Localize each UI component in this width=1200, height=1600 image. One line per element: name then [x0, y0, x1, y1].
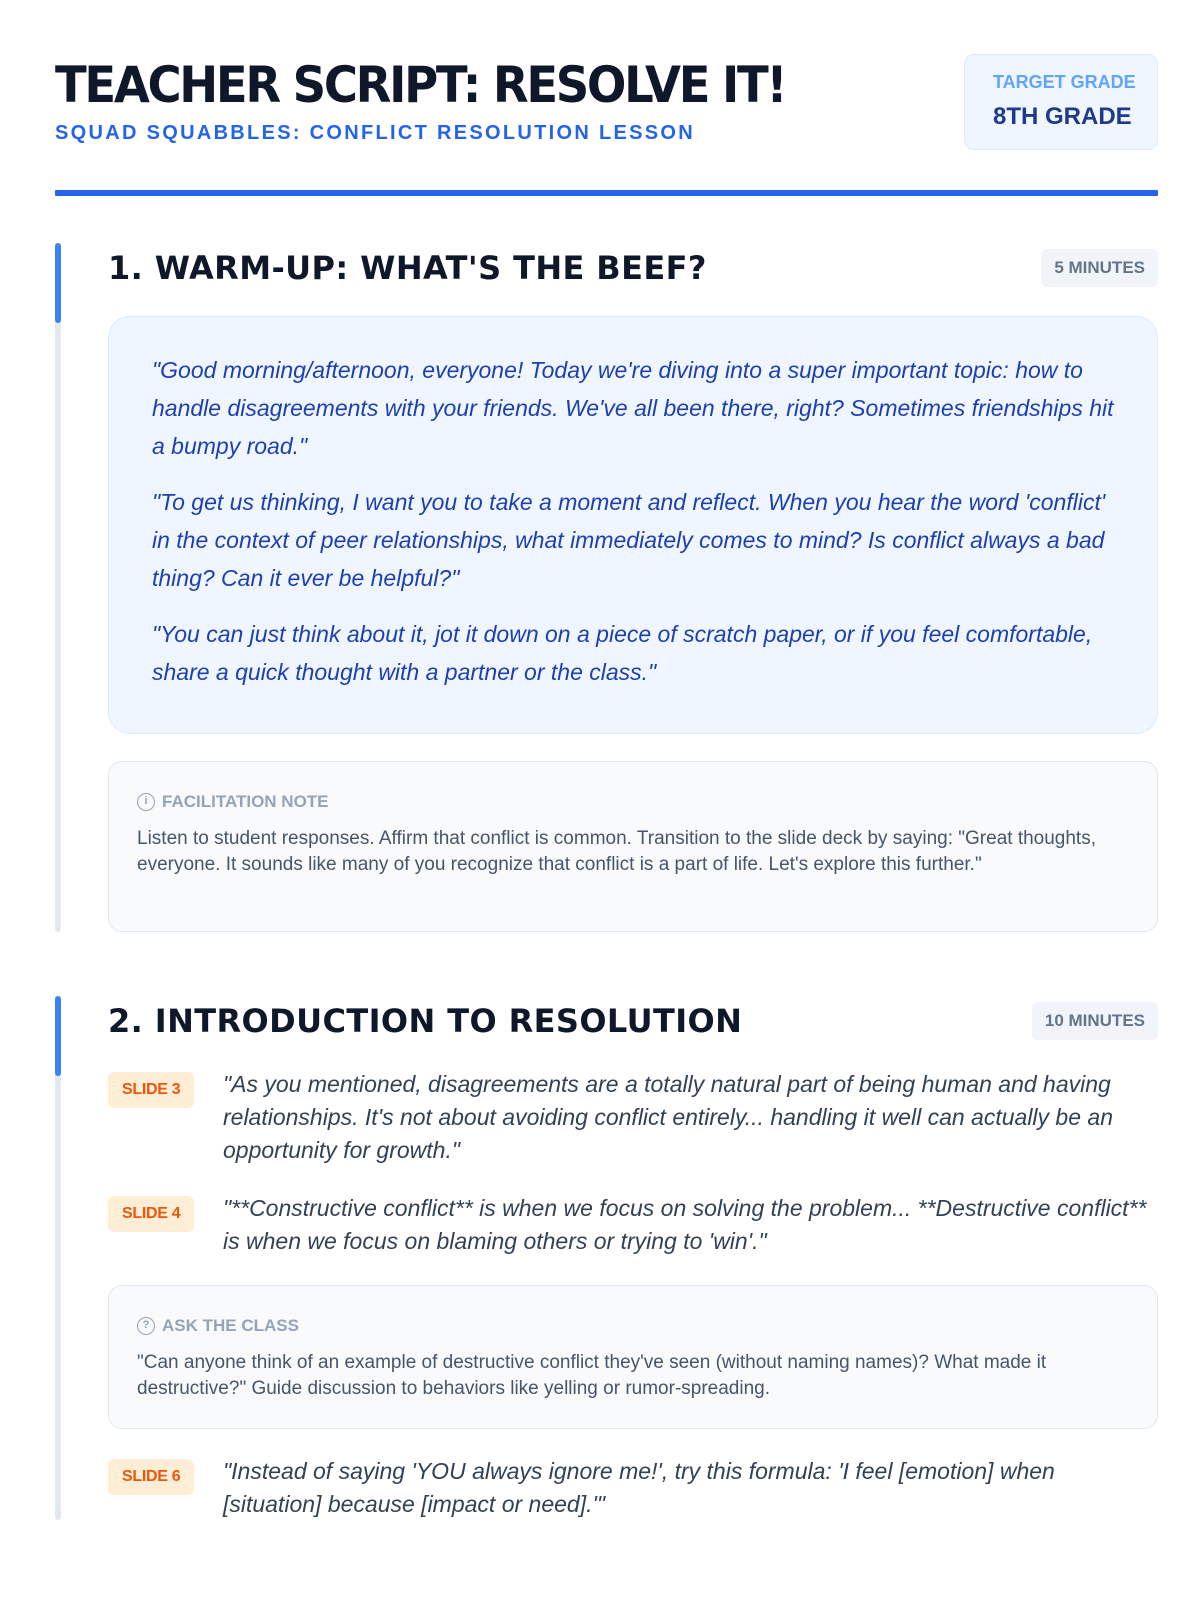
slide-script: "**Constructive conflict** is when we focus on solving the problem... **Destructive conflict** is when we focus on blaming others or trying to 'win'.": [223, 1195, 1147, 1254]
target-grade-label: TARGET GRADE: [993, 72, 1136, 92]
slide-row: [108, 1068, 1158, 1168]
slide-row: [108, 1192, 1158, 1262]
script-paragraph: "Good morning/afternoon, everyone! Today we're diving into a super important topic: how to handle disagreements with your friends. We've all been there, right? Sometimes friendships hit a bumpy road.": [152, 357, 1114, 459]
time-badge: 10 MINUTES: [1032, 1002, 1158, 1040]
slide-badge: SLIDE 4: [108, 1196, 194, 1232]
section-warm-up: [55, 243, 1158, 932]
script-paragraph: "To get us thinking, I want you to take a moment and reflect. When you hear the word 'conflict' in the context of peer relationships, what immediately comes to mind? Is conflict always a bad thing? Can it ever be helpful?": [152, 489, 1106, 591]
note-text: "Can anyone think of an example of destructive conflict they've seen (without naming names)? What made it destructive?" Guide discussion to behaviors like yelling or rumor-spreading.: [137, 1352, 1047, 1399]
target-grade-card: [964, 54, 1158, 150]
slide-badge: SLIDE 6: [108, 1459, 194, 1495]
section-rail-accent: [55, 996, 61, 1076]
slide-row: [108, 1455, 1158, 1525]
slide-script: "Instead of saying 'YOU always ignore me!', try this formula: 'I feel [emotion] when [situation] because [impact or need].'": [223, 1458, 1055, 1517]
note-text: Listen to student responses. Affirm that conflict is common. Transition to the slide deck by saying: "Great thoughts, everyone. It sounds like many of you recognize that conflict is a part of life. Let's explore this further.": [137, 828, 1096, 875]
slide-badge: SLIDE 3: [108, 1072, 194, 1108]
section-title: 1. WARM-UP: WHAT'S THE BEEF?: [108, 249, 707, 287]
section-title: 2. INTRODUCTION TO RESOLUTION: [108, 1002, 743, 1040]
target-grade-value: 8TH GRADE: [993, 103, 1132, 130]
section-introduction: [55, 996, 1158, 1520]
script-paragraph: "You can just think about it, jot it down on a piece of scratch paper, or if you feel comfortable, share a quick thought with a partner or the class.": [152, 621, 1093, 685]
section-rail: [55, 243, 61, 932]
ask-the-class-note: [108, 1285, 1158, 1429]
page-title: TEACHER SCRIPT: RESOLVE IT!: [55, 56, 786, 114]
header-divider: [55, 190, 1158, 196]
note-heading: [137, 1316, 1129, 1336]
section-rail-accent: [55, 243, 61, 323]
note-heading: [137, 792, 1129, 812]
note-heading-label: ASK THE CLASS: [162, 1316, 299, 1335]
page-subtitle: SQUAD SQUABBLES: CONFLICT RESOLUTION LESSON: [55, 122, 696, 144]
slide-script: "As you mentioned, disagreements are a totally natural part of being human and having relationships. It's not about avoiding conflict entirely... handling it well can actually be an opportunity for growth.": [223, 1071, 1113, 1163]
info-icon: i: [137, 793, 155, 811]
note-heading-label: FACILITATION NOTE: [162, 792, 329, 811]
time-badge: 5 MINUTES: [1041, 249, 1158, 287]
facilitation-note: [108, 761, 1158, 932]
question-icon: ?: [137, 1317, 155, 1335]
page-header: [55, 54, 1155, 194]
script-box: [108, 316, 1158, 734]
